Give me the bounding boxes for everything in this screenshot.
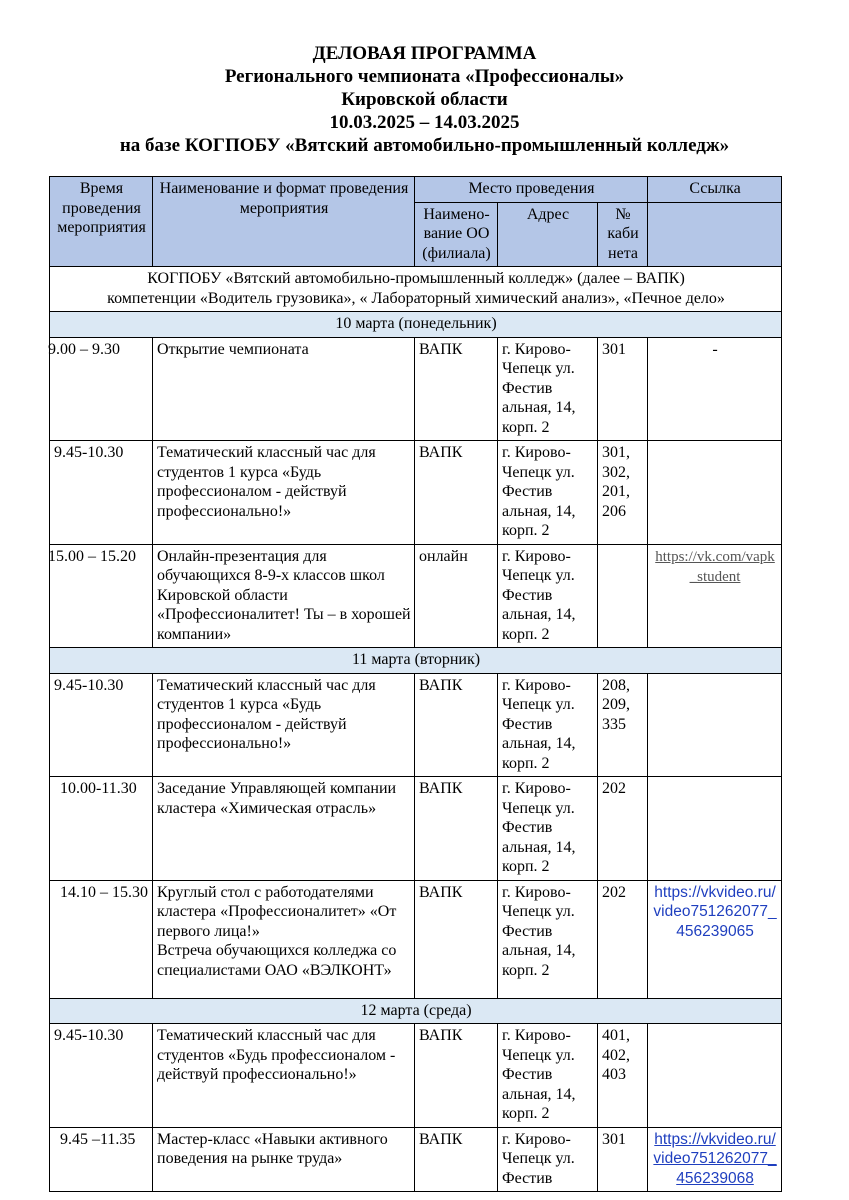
event-link bbox=[648, 1127, 782, 1192]
video-link[interactable]: https://vkvideo.ru/video751262077_456239065 bbox=[653, 883, 777, 940]
title-line-2: Регионального чемпионата «Профессионалы» bbox=[224, 66, 625, 87]
event-org: ВАПК bbox=[415, 673, 498, 777]
event-address: г. Кирово-Чепецк ул. Фестив альная, 14, корп. 2 bbox=[498, 1024, 598, 1128]
title-line-1: ДЕЛОВАЯ ПРОГРАММА bbox=[312, 43, 537, 64]
col-header-place: Место проведения bbox=[415, 177, 648, 203]
event-name bbox=[153, 880, 415, 998]
event-org: ВАПК bbox=[415, 337, 498, 441]
event-name: Тематический классный час для студентов «Будь профессионалом - действуй профессионально!» bbox=[153, 1024, 415, 1128]
event-address: г. Кирово-Чепецк ул. Фестив альная, 14, корп. 2 bbox=[498, 673, 598, 777]
event-time: 9.45 –11.35 bbox=[50, 1127, 153, 1192]
event-name: Заседание Управляющей компании кластера «Химическая отрасль» bbox=[153, 777, 415, 881]
event-org: ВАПК bbox=[415, 1024, 498, 1128]
event-org: ВАПК bbox=[415, 880, 498, 998]
col-header-time: Время проведения мероприятия bbox=[50, 177, 153, 267]
event-name: Мастер-класс «Навыки активного поведения на рынке труда» bbox=[153, 1127, 415, 1192]
event-room: 301 bbox=[598, 337, 648, 441]
event-time: 10.00-11.30 bbox=[50, 777, 153, 881]
table-row bbox=[50, 544, 782, 648]
event-room: 202 bbox=[598, 777, 648, 881]
table-row bbox=[50, 337, 782, 441]
day-label: 12 марта (среда) bbox=[50, 998, 782, 1024]
event-address: г. Кирово-Чепецк ул. Фестив bbox=[498, 1127, 598, 1192]
event-org: ВАПК bbox=[415, 1127, 498, 1192]
event-time: 9.45-10.30 bbox=[50, 441, 153, 545]
day-row bbox=[50, 998, 782, 1024]
video-link[interactable]: https://vkvideo.ru/video751262077_456239068 bbox=[653, 1130, 777, 1187]
event-name: Открытие чемпионата bbox=[153, 337, 415, 441]
table-row bbox=[50, 1127, 782, 1192]
event-address: г. Кирово-Чепецк ул. Фестив альная, 14, корп. 2 bbox=[498, 544, 598, 648]
event-room: 202 bbox=[598, 880, 648, 998]
day-row bbox=[50, 648, 782, 674]
event-time: 9.45-10.30 bbox=[50, 1024, 153, 1128]
event-name-part-2: Встреча обучающихся колледжа со специалистами ОАО «ВЭЛКОНТ» bbox=[157, 942, 397, 979]
table-row bbox=[50, 777, 782, 881]
org-cell bbox=[50, 267, 782, 312]
event-link bbox=[648, 777, 782, 881]
event-link: - bbox=[648, 337, 782, 441]
subheader-room: № каби нета bbox=[598, 202, 648, 267]
event-org: ВАПК bbox=[415, 441, 498, 545]
subheader-link-empty bbox=[648, 202, 782, 267]
table-row bbox=[50, 1024, 782, 1128]
event-name: Тематический классный час для студентов 1 курса «Будь профессионалом - действуй профессионально!» bbox=[153, 441, 415, 545]
table-row bbox=[50, 441, 782, 545]
vk-link[interactable]: https://vk.com/vapk_student bbox=[655, 548, 775, 585]
event-address: г. Кирово-Чепецк ул. Фестив альная, 14, корп. 2 bbox=[498, 337, 598, 441]
event-time: 15.00 – 15.20 bbox=[50, 544, 153, 648]
subheader-address: Адрес bbox=[498, 202, 598, 267]
table-row bbox=[50, 673, 782, 777]
event-time: 9.00 – 9.30 bbox=[50, 337, 153, 441]
event-room: 401, 402, 403 bbox=[598, 1024, 648, 1128]
event-room: 301 bbox=[598, 1127, 648, 1192]
event-link bbox=[648, 880, 782, 998]
event-address: г. Кирово-Чепецк ул. Фестив альная, 14, корп. 2 bbox=[498, 441, 598, 545]
day-label: 10 марта (понедельник) bbox=[50, 312, 782, 338]
org-line-1: КОГПОБУ «Вятский автомобильно-промышленный колледж» (далее – ВАПК) bbox=[147, 270, 685, 287]
event-link bbox=[648, 673, 782, 777]
title-line-4: 10.03.2025 – 14.03.2025 bbox=[329, 112, 520, 133]
title-line-5: на базе КОГПОБУ «Вятский автомобильно-промышленный колледж» bbox=[119, 135, 730, 156]
col-header-link: Ссылка bbox=[648, 177, 782, 203]
event-name: Тематический классный час для студентов 1 курса «Будь профессионалом - действуй профессионально!» bbox=[153, 673, 415, 777]
org-row bbox=[50, 267, 782, 312]
event-room bbox=[598, 544, 648, 648]
table-header-row bbox=[50, 177, 782, 203]
event-time: 14.10 – 15.30 bbox=[50, 880, 153, 998]
col-header-name: Наименование и формат проведения мероприятия bbox=[153, 177, 415, 267]
event-link bbox=[648, 441, 782, 545]
table-row bbox=[50, 880, 782, 998]
event-address: г. Кирово-Чепецк ул. Фестив альная, 14, корп. 2 bbox=[498, 880, 598, 998]
event-link bbox=[648, 1024, 782, 1128]
event-link bbox=[648, 544, 782, 648]
event-name-part-1: Круглый стол с работодателями кластера «Профессионалитет» «От первого лица!» bbox=[157, 883, 397, 940]
day-label: 11 марта (вторник) bbox=[50, 648, 782, 674]
event-room: 208, 209, 335 bbox=[598, 673, 648, 777]
event-org: ВАПК bbox=[415, 777, 498, 881]
subheader-org: Наимено-вание ОО (филиала) bbox=[415, 202, 498, 267]
event-room: 301, 302, 201, 206 bbox=[598, 441, 648, 545]
document-title bbox=[0, 42, 849, 157]
program-table bbox=[49, 176, 782, 1192]
event-time: 9.45-10.30 bbox=[50, 673, 153, 777]
event-address: г. Кирово-Чепецк ул. Фестив альная, 14, корп. 2 bbox=[498, 777, 598, 881]
org-line-2: компетенции «Водитель грузовика», « Лабораторный химический анализ», «Печное дело» bbox=[107, 289, 725, 307]
title-line-3: Кировской области bbox=[341, 89, 508, 110]
day-row bbox=[50, 312, 782, 338]
event-org: онлайн bbox=[415, 544, 498, 648]
event-name: Онлайн-презентация для обучающихся 8-9-х классов школ Кировской области «Профессионалитет! Ты – в хорошей компании» bbox=[153, 544, 415, 648]
